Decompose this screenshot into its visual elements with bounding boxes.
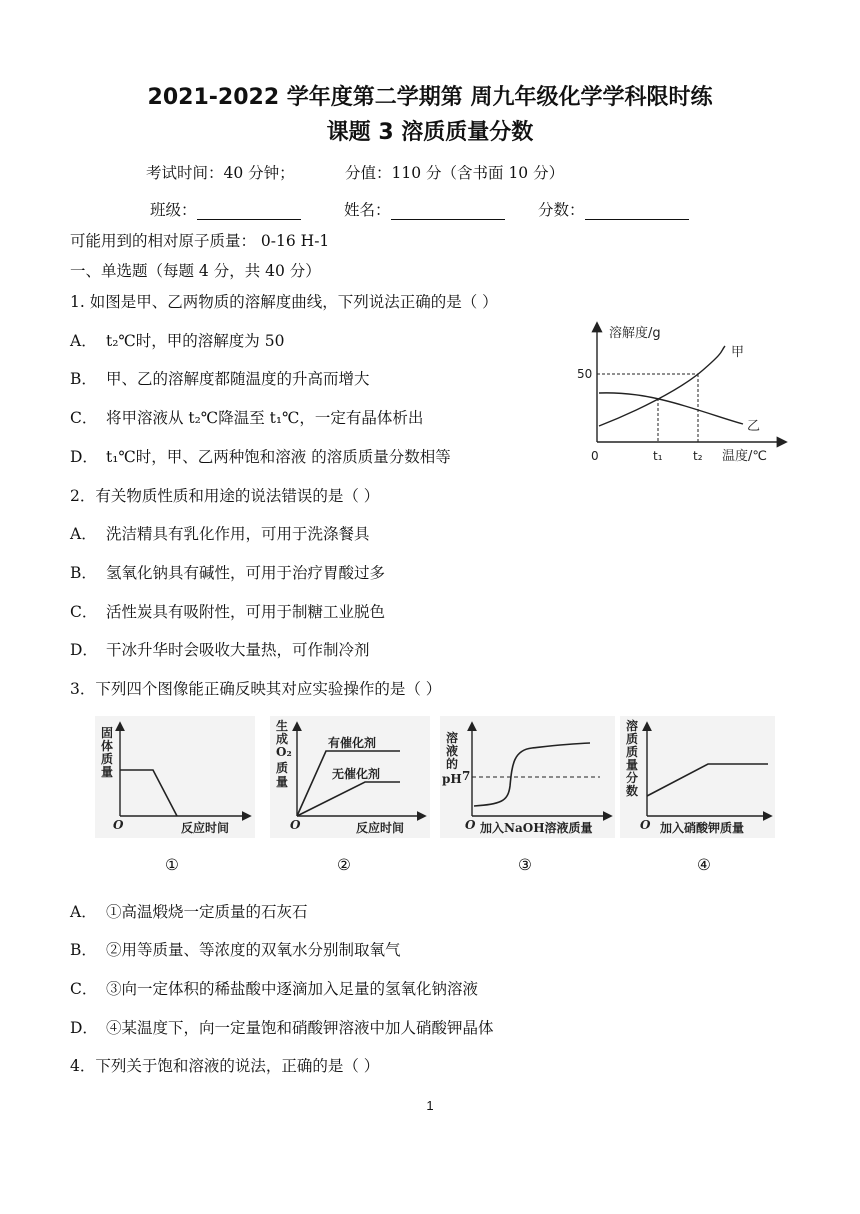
class-blank[interactable] (197, 203, 301, 220)
option-text: ④某温度下，向一定量饱和硝酸钾溶液中加人硝酸钾晶体 (106, 1019, 494, 1037)
option-text: t₂℃时，甲的溶解度为 50 (106, 332, 285, 350)
q1-option-a[interactable] (70, 329, 284, 351)
option-text: 干冰升华时会吸收大量热，可作制冷剂 (106, 641, 370, 659)
q1-option-b[interactable] (70, 367, 370, 389)
curve-yi-label: 乙 (747, 419, 761, 434)
y-label-char: 溶 (446, 731, 459, 745)
q3-option-a[interactable] (70, 900, 308, 922)
q3-option-d[interactable] (70, 1016, 494, 1038)
option-letter: C． (70, 409, 98, 427)
score-value: 分值：110 分（含书面 10 分） (345, 164, 565, 182)
option-text: 将甲溶液从 t₂℃降温至 t₁℃，一定有晶体析出 (106, 409, 424, 427)
y-label-char: 体 (101, 739, 114, 753)
q2-option-d[interactable] (70, 638, 370, 660)
y-label-char: 质 (626, 745, 639, 759)
option-letter: B． (70, 941, 97, 959)
score-label: 分数： (538, 201, 585, 219)
q2-option-a[interactable] (70, 522, 370, 544)
option-letter: D． (70, 448, 98, 466)
y-label-char: pH (442, 772, 462, 786)
graph-4 (620, 716, 775, 838)
question-2-stem: 2．有关物质性质和用途的说法错误的是（ ） (70, 487, 380, 505)
curve-yi (599, 393, 743, 424)
y-label-char: 质 (626, 732, 639, 746)
option-letter: D． (70, 641, 98, 659)
y-label-char: 量 (101, 765, 114, 779)
y-label-char: 质 (276, 761, 289, 775)
score-field (538, 198, 689, 220)
y-label-char: 液 (446, 744, 459, 758)
graph-number-1: ① (165, 856, 179, 874)
x-axis-label: 温度/℃ (722, 449, 767, 464)
x-axis-label: 反应时间 (181, 821, 230, 835)
origin-label: O (290, 818, 301, 832)
score-blank[interactable] (585, 203, 689, 220)
origin-label: O (465, 818, 476, 832)
y-label-char: 质 (101, 752, 114, 766)
y-label-char: 数 (626, 784, 639, 798)
catalyst-label: 有催化剂 (328, 736, 377, 750)
class-field (150, 198, 301, 220)
q2-option-b[interactable] (70, 561, 385, 583)
x-axis-label: 反应时间 (356, 821, 405, 835)
option-text: 甲、乙的溶解度都随温度的升高而增大 (106, 370, 370, 388)
option-text: 活性炭具有吸附性，可用于制糖工业脱色 (106, 603, 386, 621)
name-label: 姓名： (344, 201, 391, 219)
option-letter: C． (70, 603, 98, 621)
x-tick-t2: t₂ (693, 449, 703, 463)
curve-jia (599, 346, 725, 426)
y-label-char: 溶 (626, 719, 639, 733)
origin-label: 0 (591, 449, 599, 463)
origin-label: O (640, 818, 651, 832)
y-label-char: 固 (101, 726, 114, 740)
q1-option-d[interactable] (70, 445, 451, 467)
curve-jia-label: 甲 (731, 345, 745, 360)
origin-label: O (113, 818, 124, 832)
y-label-char: 量 (276, 775, 289, 789)
option-letter: C． (70, 980, 98, 998)
question-3-stem: 3．下列四个图像能正确反映其对应实验操作的是（ ） (70, 680, 442, 698)
y-label-char: 的 (446, 757, 459, 771)
question-1-stem: 1. 如图是甲、乙两物质的溶解度曲线，下列说法正确的是（ ） (70, 293, 498, 311)
class-label: 班级： (150, 201, 197, 219)
option-letter: A． (70, 332, 97, 350)
graph-number-3: ③ (518, 856, 532, 874)
section-title: 一、单选题（每题 4 分，共 40 分） (70, 262, 321, 280)
y-label-char: 量 (626, 758, 639, 772)
question-4-stem: 4．下列关于饱和溶液的说法，正确的是（ ） (70, 1057, 380, 1075)
q3-option-c[interactable] (70, 977, 478, 999)
y-label-char: O₂ (276, 745, 292, 759)
lesson-title: 课题 3 溶质质量分数 (326, 120, 534, 145)
option-text: 氢氧化钠具有碱性，可用于治疗胃酸过多 (106, 564, 386, 582)
x-axis-label: 加入硝酸钾质量 (660, 821, 745, 835)
q2-option-c[interactable] (70, 600, 385, 622)
option-letter: B． (70, 370, 97, 388)
exam-time: 考试时间：40 分钟； (146, 164, 295, 182)
option-letter: D． (70, 1019, 98, 1037)
option-letter: A． (70, 525, 97, 543)
ph-7-tick: 7 (462, 769, 471, 783)
y-label-char: 生 (276, 719, 289, 733)
graph-number-4: ④ (697, 856, 711, 874)
no-catalyst-label: 无催化剂 (332, 767, 381, 781)
graph-2 (270, 716, 430, 838)
option-text: t₁℃时，甲、乙两种饱和溶液 的溶质质量分数相等 (106, 448, 451, 466)
solubility-curve-graph (577, 318, 790, 468)
page-number: 1 (426, 1098, 434, 1113)
y-axis-label: 溶解度/g (609, 326, 661, 341)
y-tick-50: 50 (577, 367, 593, 381)
name-blank[interactable] (391, 203, 505, 220)
q3-option-b[interactable] (70, 938, 401, 960)
option-letter: B． (70, 564, 97, 582)
option-text: ①高温煅烧一定质量的石灰石 (106, 903, 308, 921)
page-title: 2021-2022 学年度第二学期第 周九年级化学学科限时练 (147, 85, 713, 110)
name-field (344, 198, 505, 220)
option-text: 洗洁精具有乳化作用，可用于洗涤餐具 (106, 525, 370, 543)
option-text: ③向一定体积的稀盐酸中逐滴加入足量的氢氧化钠溶液 (106, 980, 479, 998)
graph-number-2: ② (337, 856, 351, 874)
x-axis-label: 加入NaOH溶液质量 (480, 821, 593, 835)
option-letter: A． (70, 903, 97, 921)
graph-3 (440, 716, 615, 838)
q1-option-c[interactable] (70, 406, 423, 428)
y-label-char: 分 (626, 771, 639, 785)
graph-1 (95, 716, 255, 838)
option-text: ②用等质量、等浓度的双氧水分别制取氧气 (106, 941, 401, 959)
x-tick-t1: t₁ (653, 449, 663, 463)
atomic-mass-note: 可能用到的相对原子质量： 0-16 H-1 (70, 232, 330, 250)
y-label-char: 成 (276, 732, 289, 746)
